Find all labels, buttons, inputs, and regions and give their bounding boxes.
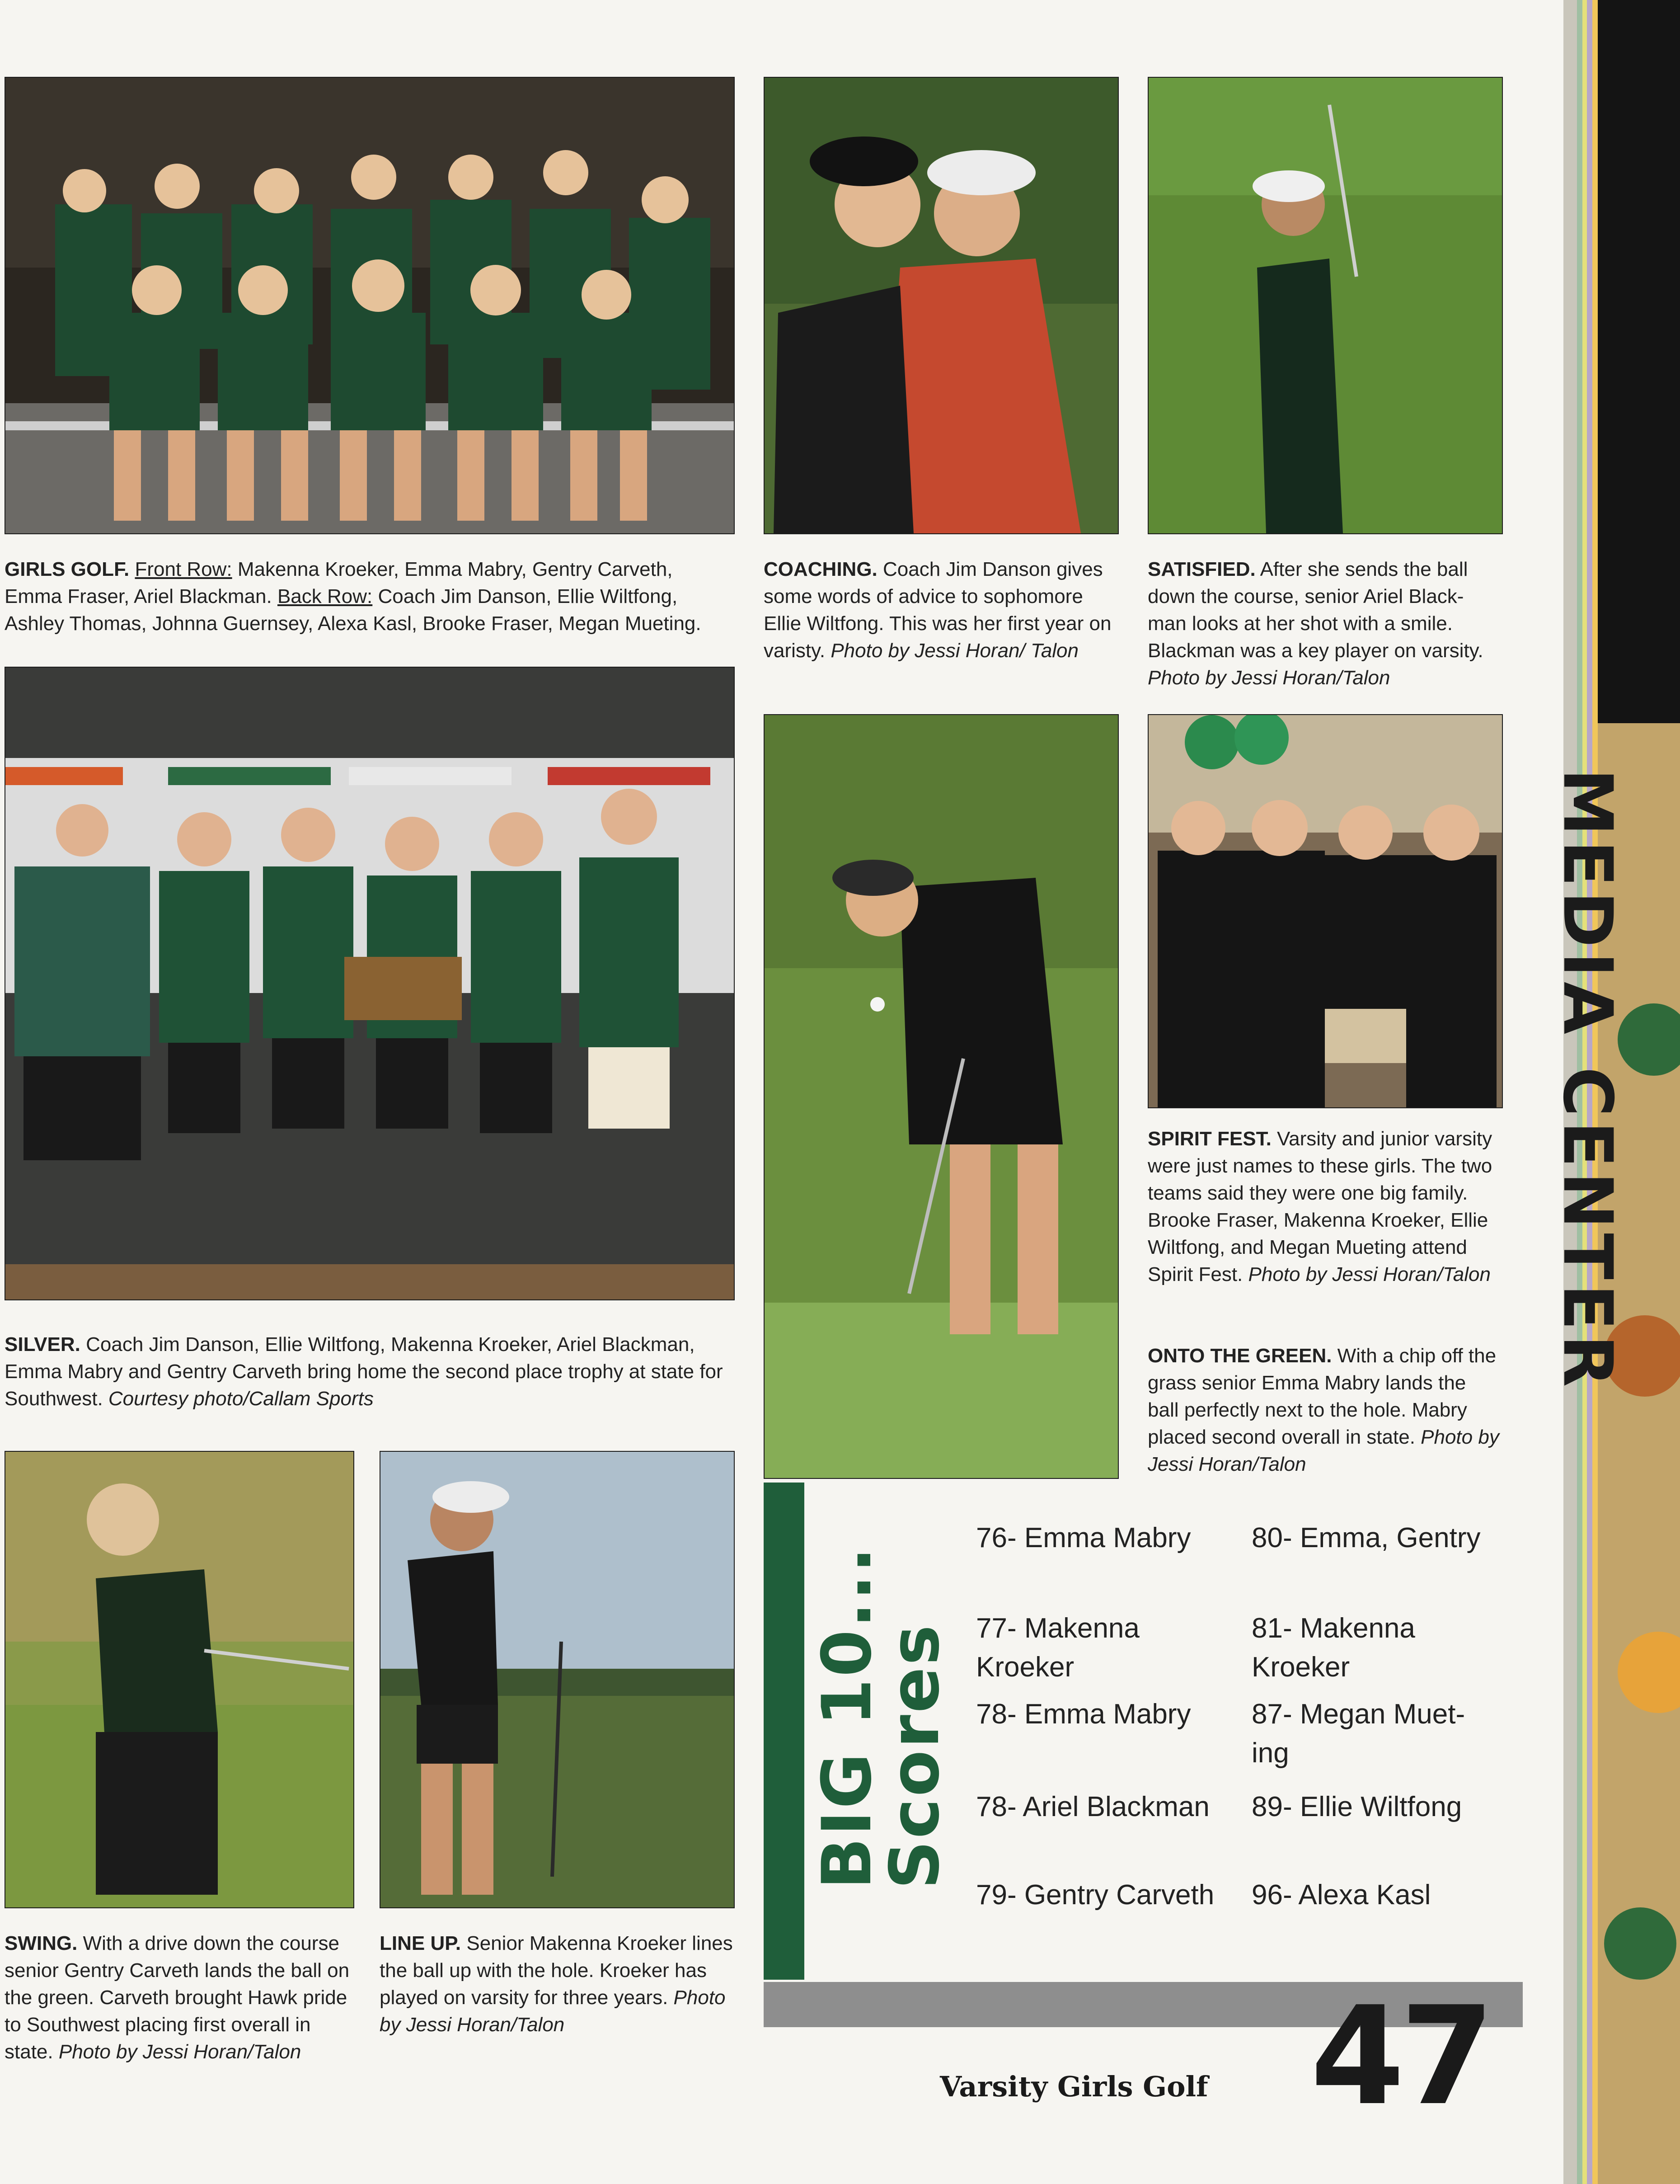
coaching-caption-heading: COACHING.	[764, 558, 878, 580]
scores-title	[808, 1545, 954, 1889]
line-up-caption-heading: LINE UP.	[380, 1932, 461, 1954]
onto-the-green-caption-credit: Photo by Jessi Horan/Talon	[1148, 1426, 1499, 1475]
satisfied-caption-heading: SATISFIED.	[1148, 558, 1256, 580]
scores-accent-bar	[764, 1483, 804, 1980]
spirit-fest-photo	[1148, 714, 1503, 1108]
score-left-4: 78- Ariel Blackman	[976, 1791, 1210, 1822]
swing-caption-heading: SWING.	[5, 1932, 78, 1954]
team-photo	[5, 77, 735, 534]
score-right-3: 87- Megan Muet-ing	[1252, 1699, 1465, 1769]
front-row-label: Front Row:	[135, 558, 232, 580]
spirit-fest-caption-text: Varsity and junior varsity were just names to these girls. The two teams said they were one big family. Brooke Fraser, Makenna Kroeker, Ellie Wiltfong, and Megan Mueting attend Spirit Fest.	[1148, 1128, 1492, 1285]
coaching-caption-credit: Photo by Jessi Horan/ Talon	[831, 640, 1079, 662]
spirit-fest-caption-heading: SPIRIT FEST.	[1148, 1128, 1272, 1150]
silver-caption-heading: SILVER.	[5, 1333, 80, 1356]
swing-caption	[5, 1930, 352, 2066]
silver-caption-text: Coach Jim Danson, Ellie Wiltfong, Makenna Kroeker, Ariel Blackman, Emma Mabry and Gentry Carveth bring home the second place trophy at state for Southwest.	[5, 1333, 723, 1410]
section-title: Varsity Girls Golf	[940, 2070, 1208, 2103]
score-left-1: 76- Emma Mabry	[976, 1522, 1191, 1553]
front-row-names: Makenna Kroeker, Emma Mabry, Gentry Carveth, Emma Fraser, Ariel Blackman.	[5, 558, 673, 607]
satisfied-caption-credit: Photo by Jessi Horan/Talon	[1148, 667, 1390, 689]
coaching-photo	[764, 77, 1119, 534]
line-up-caption	[380, 1930, 733, 2038]
team-caption-heading: GIRLS GOLF.	[5, 558, 130, 580]
coaching-caption-text: Coach Jim Danson gives some words of advice to sophomore Ellie Wiltfong. This was her first year on varisty.	[764, 558, 1112, 662]
back-row-label: Back Row:	[277, 585, 373, 607]
page-number: 47	[1310, 1977, 1490, 2135]
onto-the-green-photo	[764, 714, 1119, 1479]
satisfied-caption-text: After she sends the ball down the course, senior Ariel Black-man looks at her shot with a smile. Blackman was a key player on varsity.	[1148, 558, 1483, 662]
scores-title-line1: BIG 10...	[808, 1545, 887, 1889]
media-center-stamp: MEDIA CENTER	[1548, 768, 1627, 1392]
silver-photo	[5, 667, 735, 1300]
score-right-2: 81- Makenna Kroeker	[1252, 1613, 1415, 1683]
coaching-caption	[764, 556, 1117, 664]
score-right-1: 80- Emma, Gentry	[1252, 1522, 1481, 1553]
score-left-2: 77- Makenna Kroeker	[976, 1613, 1140, 1683]
silver-caption	[5, 1331, 733, 1412]
score-left-5: 79- Gentry Carveth	[976, 1879, 1215, 1911]
line-up-caption-text: Senior Makenna Kroeker lines the ball up with the hole. Kroeker has played on varsity for three years.	[380, 1932, 733, 2009]
onto-the-green-caption	[1148, 1342, 1501, 1478]
back-row-names: Coach Jim Danson, Ellie Wiltfong, Ashley Thomas, Johnna Guernsey, Alexa Kasl, Brooke Fraser, Megan Mueting.	[5, 585, 701, 635]
onto-the-green-caption-text: With a chip off the grass senior Emma Mabry lands the ball perfectly next to the hole. Mabry placed second overall in state.	[1148, 1345, 1497, 1448]
swing-caption-text: With a drive down the course senior Gentry Carveth lands the ball on the green. Carveth brought Hawk pride to Southwest placing first overall in state.	[5, 1932, 350, 2063]
spirit-fest-caption-credit: Photo by Jessi Horan/Talon	[1248, 1263, 1491, 1285]
score-left-3: 78- Emma Mabry	[976, 1699, 1191, 1730]
swing-caption-credit: Photo by Jessi Horan/Talon	[58, 2041, 301, 2063]
scores-title-line2: Scores	[876, 1623, 954, 1889]
score-right-4: 89- Ellie Wiltfong	[1252, 1791, 1462, 1822]
line-up-caption-credit: Photo by Jessi Horan/Talon	[380, 1986, 726, 2036]
score-right-5: 96- Alexa Kasl	[1252, 1879, 1431, 1911]
spirit-fest-caption	[1148, 1125, 1501, 1288]
satisfied-caption	[1148, 556, 1501, 692]
swing-photo	[5, 1451, 354, 1908]
silver-caption-credit: Courtesy photo/Callam Sports	[108, 1388, 374, 1410]
satisfied-photo	[1148, 77, 1503, 534]
onto-the-green-caption-heading: ONTO THE GREEN.	[1148, 1345, 1332, 1367]
line-up-photo	[380, 1451, 735, 1908]
team-caption	[5, 556, 733, 637]
